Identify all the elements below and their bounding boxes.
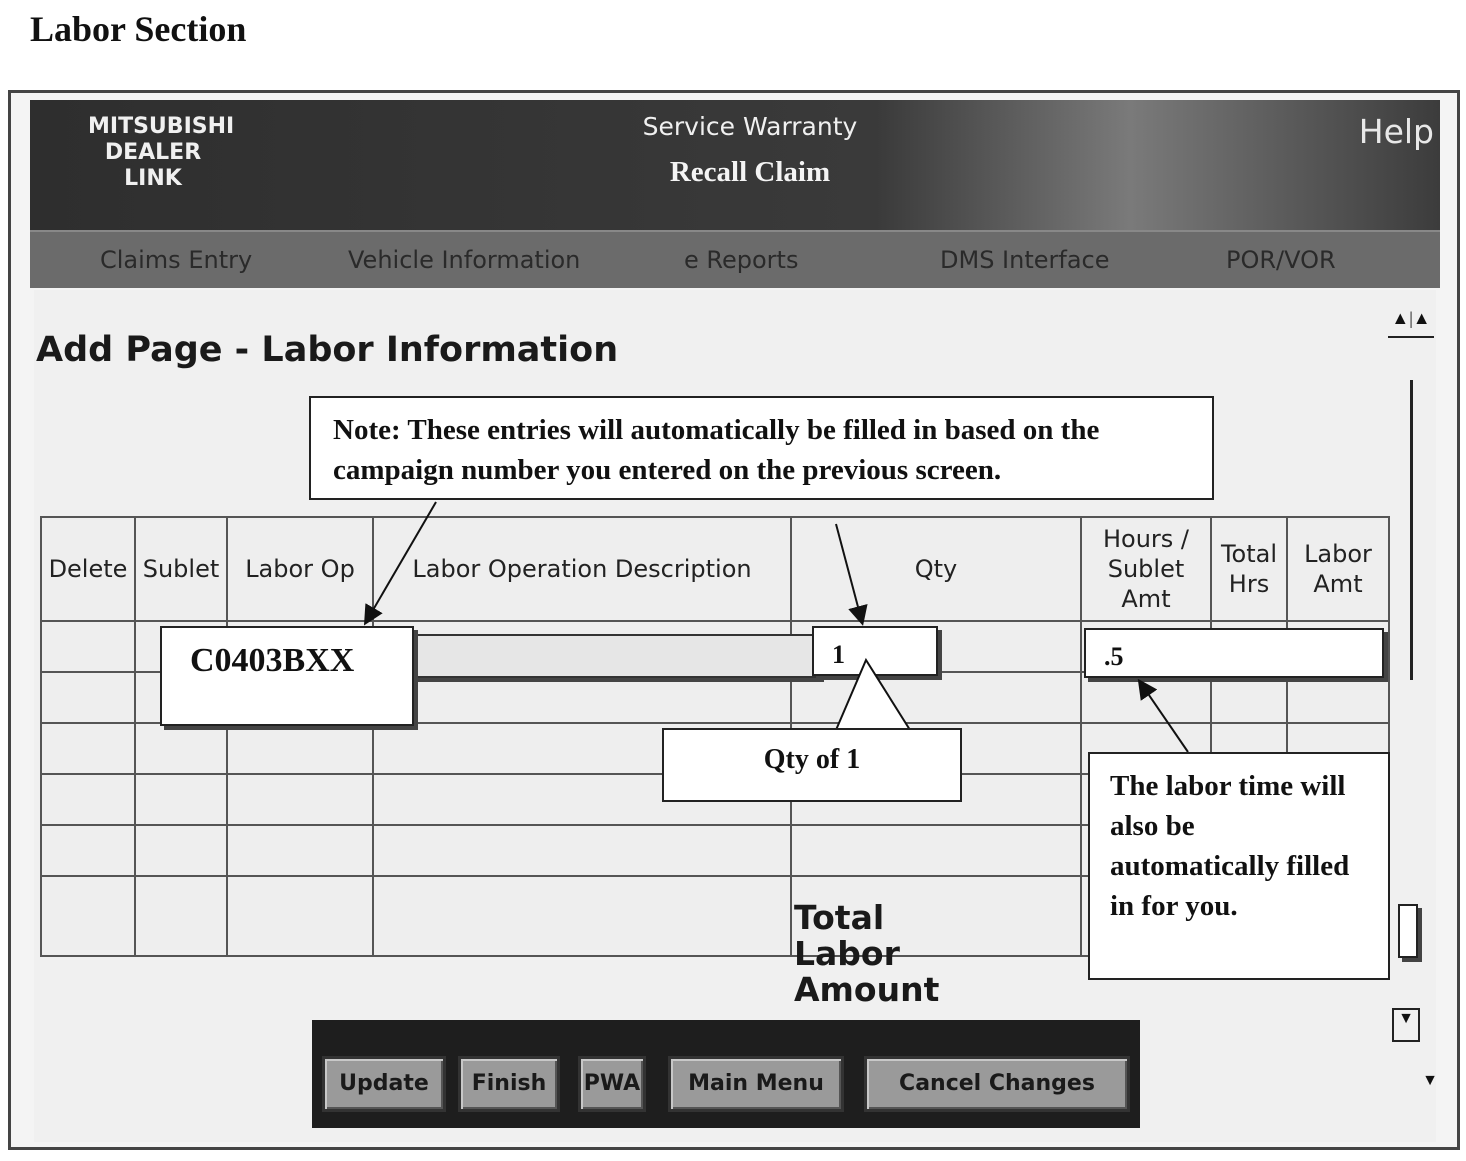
arrow-to-hours	[1140, 682, 1188, 752]
brand-line: LINK	[124, 166, 182, 191]
qty-callout-pointer	[836, 660, 910, 730]
nav-item-claims-entry[interactable]: Claims Entry	[100, 246, 253, 274]
app-subtitle: Recall Claim	[669, 156, 831, 188]
page-title: Add Page - Labor Information	[36, 330, 619, 370]
arrow-to-qty	[836, 524, 862, 622]
col-header-qty: Qty	[791, 517, 1081, 621]
update-button[interactable]: Update	[322, 1056, 446, 1112]
brand-line: MITSUBISHI	[88, 114, 235, 139]
help-link[interactable]: Help	[1358, 112, 1434, 151]
note-callout: Note: These entries will automatically be filled in based on the campaign number you entered on the previous screen.	[309, 396, 1214, 500]
scroll-down-button[interactable]: ▼	[1392, 1008, 1420, 1042]
total-labor-amount-label: Total Labor Amount	[794, 898, 940, 1009]
finish-button[interactable]: Finish	[458, 1056, 560, 1112]
labor-op-code-callout: C0403BXX	[160, 626, 414, 726]
document-title: Labor Section	[30, 9, 247, 49]
nav-item-vehicle-information[interactable]: Vehicle Information	[348, 246, 581, 274]
main-menu-button[interactable]: Main Menu	[668, 1056, 844, 1112]
scroll-end-button[interactable]: ▼	[1422, 1072, 1438, 1089]
col-header-sublet: Sublet	[135, 517, 227, 621]
pwa-button[interactable]: PWA	[578, 1056, 646, 1112]
nav-item-dms-interface[interactable]: DMS Interface	[940, 246, 1110, 274]
hours-field[interactable]: .5	[1084, 628, 1384, 678]
col-header-labor-amt: Labor Amt	[1287, 517, 1389, 621]
app-title: Service Warranty	[642, 112, 858, 141]
action-toolbar	[312, 1020, 1140, 1128]
col-header-total-hrs: Total Hrs	[1211, 517, 1287, 621]
arrow-to-labor-op	[366, 502, 436, 622]
nav-item-reports[interactable]: e Reports	[684, 246, 799, 274]
qty-field[interactable]: 1	[812, 626, 938, 676]
brand-line: DEALER	[104, 140, 202, 165]
col-header-description: Labor Operation Description	[373, 517, 791, 621]
col-header-labor-op: Labor Op	[227, 517, 373, 621]
nav-item-por-vor[interactable]: POR/VOR	[1226, 246, 1336, 274]
col-header-hours: Hours / Sublet Amt	[1081, 517, 1211, 621]
cancel-changes-button[interactable]: Cancel Changes	[864, 1056, 1130, 1112]
qty-callout: Qty of 1	[662, 728, 962, 802]
scroll-up-button[interactable]: ▲|▲	[1388, 308, 1434, 338]
col-header-delete: Delete	[41, 517, 135, 621]
labor-time-callout: The labor time will also be automatically filled in for you.	[1088, 752, 1390, 980]
